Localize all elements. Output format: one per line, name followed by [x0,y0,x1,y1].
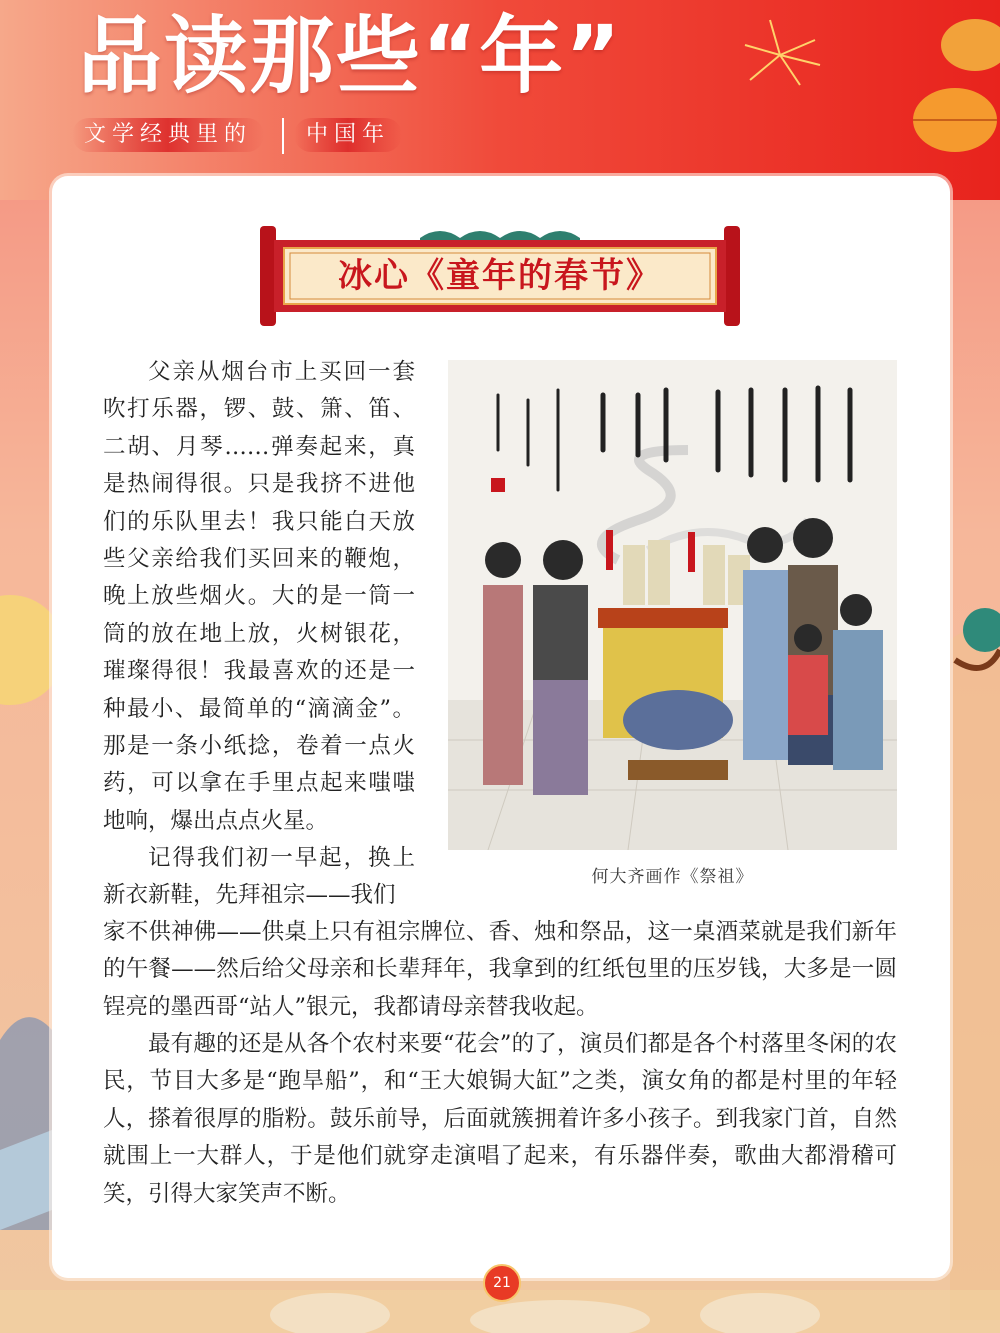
paragraph-3: 最有趣的还是从各个农村来要“花会”的了，演员们都是各个村落里冬闲的农民，节目大多是“跑旱船”，和“王大娘锔大缸”之类，演女角的都是村里的年轻人，搽着很厚的脂粉。鼓乐前导，后面就簇拥着许多小孩子。到我家门首，自然就围上一大群人，于是他们就穿走演唱了起来，有乐器伴奏，歌曲大都滑稽可笑，引得大家笑声不断。 [103,1031,897,1207]
article-title: 冰心《童年的春节》 [338,256,662,296]
header-divider [282,118,284,154]
ancestor-worship-painting [448,360,897,850]
page-header-title: 品读那些“年” [78,7,623,105]
paragraph-1: 父亲从烟台市上买回一套吹打乐器，锣、鼓、箫、笛、二胡、月琴……弹奏起来，真是热闹得很。只是我挤不进他们的乐队里去！我只能白天放些父亲给我们买回来的鞭炮，晚上放些烟火。大的是一筒一筒的放在地上放，火树银花，璀璨得很！我最喜欢的还是一种最小、最简单的“滴滴金”。那是一条小纸捻，卷着一点火药，可以拿在手里点起来嗤嗤地响，爆出点点火星。 [103,359,415,834]
painting-caption: 何大齐画作《祭祖》 [591,867,754,887]
paragraph-2-start: 记得我们初一早起，换上新衣新鞋，先拜祖宗——我们 [103,845,415,909]
painting-illustration [448,360,897,850]
right-side-decoration [950,608,1000,1320]
header-subtitle-left: 文学经典里的 [72,118,264,152]
page-number: 21 [483,1264,521,1302]
paragraph-2-continued: 家不供神佛——供桌上只有祖宗牌位、香、烛和祭品，这一桌酒菜就是我们新年的午餐——然后给父母亲和长辈拜年，我拿到的红纸包里的压岁钱，大多是一圆锃亮的墨西哥“站人”银元，我都请母亲替我收起。 [103,919,897,1020]
header-subtitle-right: 中国年 [294,118,402,152]
title-scroll-banner [260,226,740,326]
